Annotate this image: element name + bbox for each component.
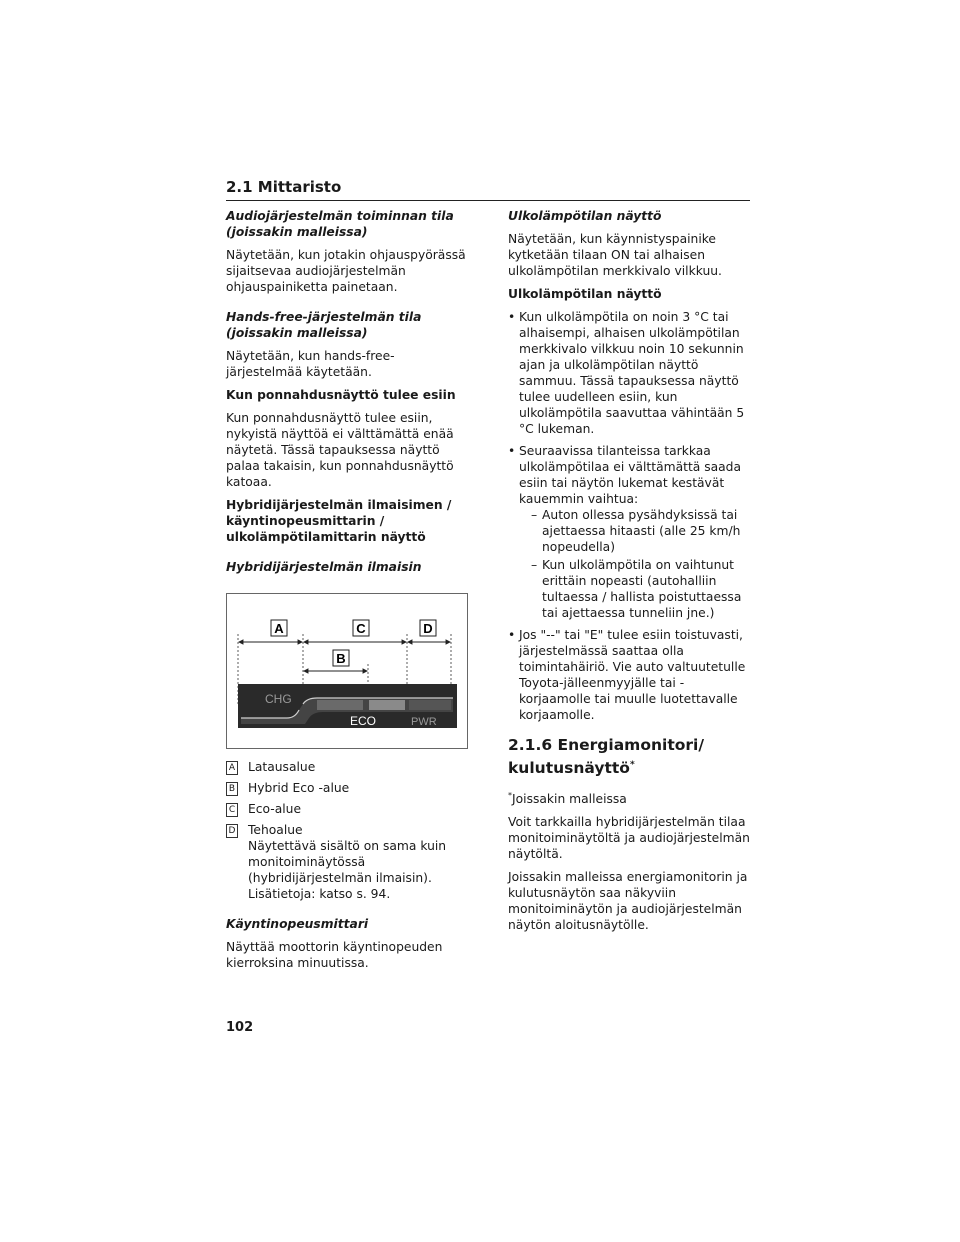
label-c: C: [356, 621, 366, 636]
legend-a-badge: A: [226, 761, 238, 775]
sub-bullet-1: – Auton ollessa pysähdyksissä tai ajettaessa hitaasti (alle 25 km/h nopeudella): [519, 507, 752, 555]
legend-d-badge: D: [226, 824, 238, 838]
outside-temp-title: Ulkolämpötilan näyttö: [508, 209, 662, 223]
legend-c: [226, 801, 470, 817]
tacho-text: Näyttää moottorin käyntinopeuden kierroksina minuutissa.: [226, 940, 443, 970]
section-title: 2.1.6 Energiamonitori/ kulutusnäyttö*: [508, 736, 704, 778]
right-column: [508, 208, 752, 940]
legend-d-text: Tehoalue: [248, 823, 303, 837]
popup-title: Kun ponnahdusnäyttö tulee esiin: [226, 388, 456, 402]
legend-d: [226, 822, 470, 902]
hybrid-indicator-title: Hybridijärjestelmän ilmaisin: [226, 560, 422, 574]
section-header: 2.1 Mittaristo: [226, 178, 750, 201]
legend-d-extra: Näytettävä sisältö on sama kuin monitoiminäytössä (hybridijärjestelmän ilmaisin). Lisätietoja: katso s. 94.: [248, 839, 447, 901]
hybrid-heading: Hybridijärjestelmän ilmaisimen / käyntinopeusmittarin / ulkolämpötilamittarin näyttö: [226, 498, 452, 544]
audio-text: Näytetään, kun jotakin ohjauspyörässä sijaitsevaa audiojärjestelmän ohjauspainiketta painetaan.: [226, 248, 466, 294]
sub-bullet-2: – Kun ulkolämpötila on vaihtunut erittäin nopeasti (autohalliin tultaessa / hallista poistuttaessa tai ajettaessa tunneliin jne.): [519, 557, 752, 621]
label-d: D: [423, 621, 433, 636]
legend-c-badge: C: [226, 803, 238, 817]
eco-label: ECO: [350, 714, 377, 728]
energy-text-1: Voit tarkkailla hybridijärjestelmän tilaa monitoiminäytöltä ja audiojärjestelmän näytöltä.: [508, 815, 750, 862]
outside-temp-text: Näytetään, kun käynnistyspainike kytketään tilaan ON tai alhaisen ulkolämpötilan merkkivalo vilkkuu.: [508, 232, 722, 278]
page-number: 102: [226, 1020, 254, 1035]
audio-title: Audiojärjestelmän toiminnan tila (joissakin malleissa): [226, 209, 454, 239]
handsfree-title: Hands-free-järjestelmän tila (joissakin malleissa): [226, 310, 422, 340]
hybrid-indicator-figure: [226, 593, 468, 749]
bullet-2: • Seuraavissa tilanteissa tarkkaa ulkolämpötilaa ei välttämättä saada esiin tai näytön lukemat kestävät kauemmin vaihtua: – Auton ollessa pysähdyksissä tai ajettaessa hitaasti (alle 25 km/h nopeudella) – Kun ulkolämpötila on vaihtunut erittäin nopeasti (autohalliin tultaessa / hallista poistuttaessa tai ajettaessa tunneliin jne.): [508, 443, 752, 621]
footnote: *Joissakin malleissa: [508, 791, 627, 807]
legend-b: [226, 780, 470, 796]
hybrid-indicator-diagram: [227, 594, 467, 748]
outside-temp-subtitle: Ulkolämpötilan näyttö: [508, 287, 662, 301]
legend-a-text: Latausalue: [248, 760, 316, 774]
tacho-title: Käyntinopeusmittari: [226, 917, 369, 931]
energy-text-2: Joissakin malleissa energiamonitorin ja kulutusnäytön saa näkyviin monitoiminäytön ja audiojärjestelmän näytön aloitusnäytölle.: [508, 870, 748, 933]
popup-text: Kun ponnahdusnäyttö tulee esiin, nykyistä näyttöä ei välttämättä enää näytetä. Tässä tapauksessa näyttö palaa takaisin, kun ponnahdusnäyttö katoaa.: [226, 411, 454, 489]
pwr-label: PWR: [411, 716, 437, 728]
bullet-1: • Kun ulkolämpötila on noin 3 °C tai alhaisempi, alhaisen ulkolämpötilan merkkivalo vilkkuu noin 10 sekunnin ajan ja ulkolämpötilan näyttö sammuu. Tässä tapauksessa näyttö tulee uudelleen esiin, kun ulkolämpötila saavuttaa vähintään 5 °C lukeman.: [508, 309, 752, 437]
bullet-3: • Jos "--" tai "E" tulee esiin toistuvasti, järjestelmässä saattaa olla toimintahäiriö. Vie auto valtuutetulle Toyota-jälleenmyyjälle tai -korjaamolle tai muulle luotettavalle korjaamolle.: [508, 627, 752, 723]
legend-a: [226, 759, 470, 775]
label-b: B: [336, 651, 346, 666]
legend-c-text: Eco-alue: [248, 802, 302, 816]
legend-b-text: Hybrid Eco -alue: [248, 781, 350, 795]
label-a: A: [274, 621, 284, 636]
left-column: [226, 208, 470, 978]
chg-label: CHG: [265, 692, 292, 706]
legend-b-badge: B: [226, 782, 238, 796]
handsfree-text: Näytetään, kun hands-free-järjestelmää käytetään.: [226, 349, 395, 379]
